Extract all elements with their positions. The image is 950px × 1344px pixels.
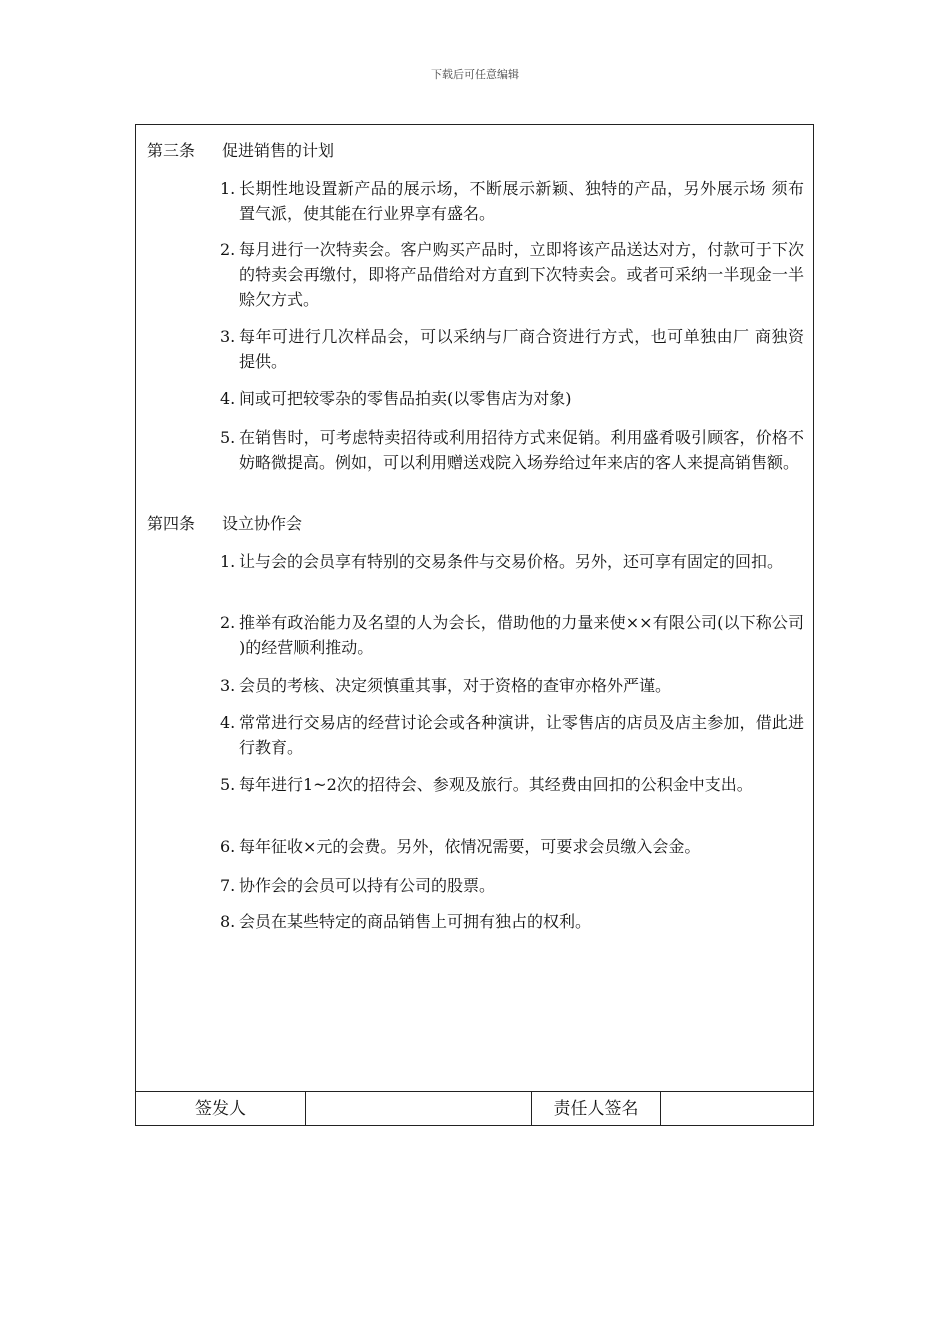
item-number: 5.	[220, 775, 236, 794]
item-number: 8.	[220, 912, 236, 931]
list-item	[220, 425, 804, 475]
article-number: 第四条	[147, 514, 196, 533]
item-number: 4.	[220, 713, 236, 732]
list-item	[220, 673, 804, 698]
article-title: 设立协作会	[222, 514, 303, 533]
list-item	[220, 710, 804, 760]
document-table	[135, 124, 814, 1126]
article-number: 第三条	[147, 141, 196, 160]
issuer-label: 签发人	[136, 1092, 306, 1126]
issuer-field[interactable]	[306, 1092, 532, 1126]
list-item	[220, 834, 804, 859]
item-number: 7.	[220, 876, 236, 895]
item-text: 会员的考核、决定须慎重其事，对于资格的查审亦格外严谨。	[239, 676, 672, 695]
item-text: 每月进行一次特卖会。客户购买产品时，立即将该产品送达对方，付款可于下次 的特卖会再缴付，即将产品借给对方直到下次特卖会。或者可采纳一半现金一半赊欠方式。	[239, 240, 804, 309]
list-item	[220, 772, 804, 797]
item-text: 每年进行1~2次的招待会、参观及旅行。其经费由回扣的公积金中支出。	[239, 775, 753, 794]
list-item	[220, 176, 804, 226]
item-number: 4.	[220, 389, 236, 408]
item-text: 让与会的会员享有特别的交易条件与交易价格。另外，还可享有固定的回扣。	[239, 552, 784, 571]
item-number: 5.	[220, 428, 236, 447]
article-title: 促进销售的计划	[222, 141, 335, 160]
list-item	[220, 237, 804, 312]
item-text: 推举有政治能力及名望的人为会长，借助他的力量来使××有限公司(以下称公司 )的经营顺利推动。	[239, 613, 804, 657]
list-item	[220, 324, 804, 374]
signature-row	[136, 1091, 813, 1126]
item-text: 协作会的会员可以持有公司的股票。	[239, 876, 496, 895]
list-item	[220, 386, 804, 411]
item-number: 6.	[220, 837, 236, 856]
item-number: 3.	[220, 327, 236, 346]
item-number: 1.	[220, 552, 236, 571]
item-number: 2.	[220, 240, 236, 259]
item-number: 1.	[220, 179, 236, 198]
item-text: 每年可进行几次样品会，可以采纳与厂商合资进行方式，也可单独由厂 商独资提供。	[239, 327, 804, 371]
list-item	[220, 549, 804, 574]
item-text: 在销售时，可考虑特卖招待或利用招待方式来促销。利用盛肴吸引顾客，价格不 妨略微提高。例如，可以利用赠送戏院入场券给过年来店的客人来提高销售额。	[239, 428, 804, 472]
article-4-heading	[147, 512, 302, 536]
item-number: 2.	[220, 613, 236, 632]
item-text: 长期性地设置新产品的展示场，不断展示新颖、独特的产品，另外展示场 须布置气派，使其能在行业界享有盛名。	[239, 179, 804, 223]
responsible-signature-label: 责任人签名	[532, 1092, 661, 1126]
list-item	[220, 909, 804, 934]
item-text: 会员在某些特定的商品销售上可拥有独占的权利。	[239, 912, 592, 931]
document-content	[136, 125, 813, 1091]
header-note: 下载后可任意编辑	[431, 68, 519, 81]
list-item	[220, 610, 804, 660]
article-3-heading	[147, 139, 334, 163]
item-text: 间或可把较零杂的零售品拍卖(以零售店为对象)	[239, 389, 572, 408]
item-text: 常常进行交易店的经营讨论会或各种演讲，让零售店的店员及店主参加，借此进 行教育。	[239, 713, 804, 757]
list-item	[220, 873, 804, 898]
responsible-signature-field[interactable]	[661, 1092, 813, 1126]
item-number: 3.	[220, 676, 236, 695]
item-text: 每年征收×元的会费。另外，依情况需要，可要求会员缴入会金。	[239, 837, 701, 856]
